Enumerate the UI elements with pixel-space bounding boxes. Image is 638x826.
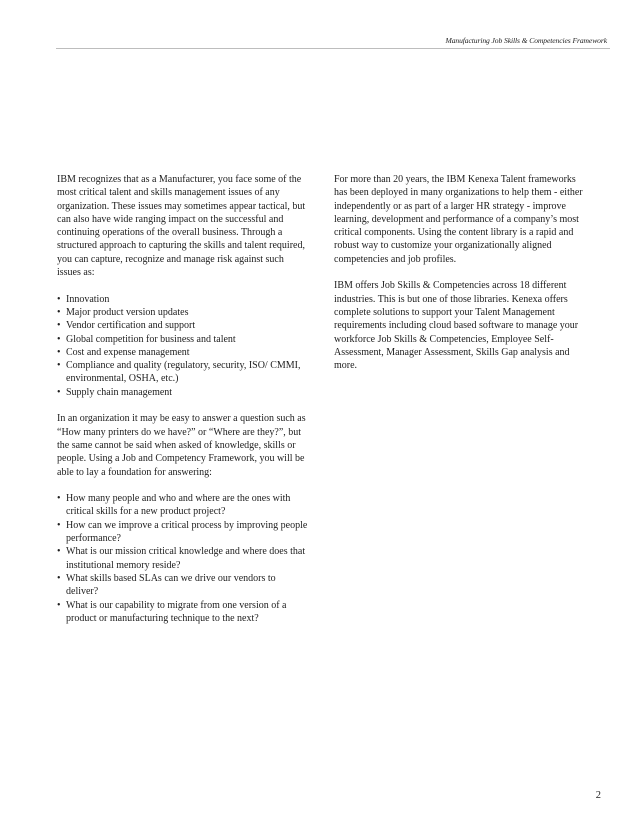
page-number: 2 xyxy=(595,790,601,801)
list-item: • Global competition for business and talent xyxy=(57,333,236,345)
list-item: • Cost and expense management xyxy=(57,346,190,358)
questions-list xyxy=(57,492,309,625)
bullet-icon: • xyxy=(57,519,61,531)
bullet-icon: • xyxy=(57,333,61,345)
middle-paragraph: In an organization it may be easy to answer a question such as “How many printers do we have?” or “Where are they?”, but the same cannot be said when asked of knowledge, skills or people. Using a Job and Competency Framework, you will be able to lay a foundation for answering: xyxy=(57,413,306,478)
issues-list xyxy=(57,293,309,399)
list-item: • Vendor certification and support xyxy=(57,320,196,332)
kenexa-paragraph: For more than 20 years, the IBM Kenexa Talent frameworks has been deployed in many organizations to help them - either independently or as part of a larger HR strategy - improve learning, development and performance of a company’s most critical components. Using the content library is a rapid and robust way to customize your organizationally aligned competencies and job profiles. xyxy=(334,174,583,265)
bullet-icon: • xyxy=(57,346,61,358)
list-item: • Major product version updates xyxy=(57,306,189,318)
header-divider xyxy=(56,48,610,49)
list-item: • Compliance and quality (regulatory, security, ISO/ CMMI, environmental, OSHA, etc.) xyxy=(57,360,301,385)
bullet-icon: • xyxy=(57,572,61,584)
list-item: • What is our mission critical knowledge and where does that institutional memory reside? xyxy=(57,546,306,571)
left-column xyxy=(57,173,309,638)
bullet-icon: • xyxy=(57,320,61,332)
list-item: • Innovation xyxy=(57,293,110,305)
offerings-paragraph: IBM offers Job Skills & Competencies across 18 different industries. This is but one of those libraries. Kenexa offers complete solutions to support your Talent Management requirements including cloud based software to manage your workforce Job Skills & Competencies, Employee Self-Assessment, Manager Assessment, Skills Gap analysis and more. xyxy=(334,280,579,372)
bullet-icon: • xyxy=(57,546,61,558)
bullet-icon: • xyxy=(57,493,61,505)
bullet-icon: • xyxy=(57,386,61,398)
list-item: • Supply chain management xyxy=(57,386,173,398)
bullet-icon: • xyxy=(57,599,61,611)
running-header: Manufacturing Job Skills & Competencies Framework xyxy=(445,36,607,45)
right-column xyxy=(334,173,588,386)
bullet-icon: • xyxy=(57,306,61,318)
bullet-icon: • xyxy=(57,360,61,372)
list-item: • How can we improve a critical process by improving people performance? xyxy=(57,519,308,545)
list-item: • What is our capability to migrate from one version of a product or manufacturing technique to the next? xyxy=(57,599,287,624)
list-item: • How many people and who and where are the ones with critical skills for a new product project? xyxy=(57,493,291,518)
intro-paragraph: IBM recognizes that as a Manufacturer, you face some of the most critical talent and skills management issues of any organization. These issues may sometimes appear tactical, but can also have wide ranging impact on the successful and continuing operations of the overall business. Through a structured approach to capturing the skills and talent required, you can capture, recognize and manage risk against such issues as: xyxy=(57,174,306,279)
list-item: • What skills based SLAs can we drive our vendors to deliver? xyxy=(57,572,276,598)
bullet-icon: • xyxy=(57,293,61,305)
